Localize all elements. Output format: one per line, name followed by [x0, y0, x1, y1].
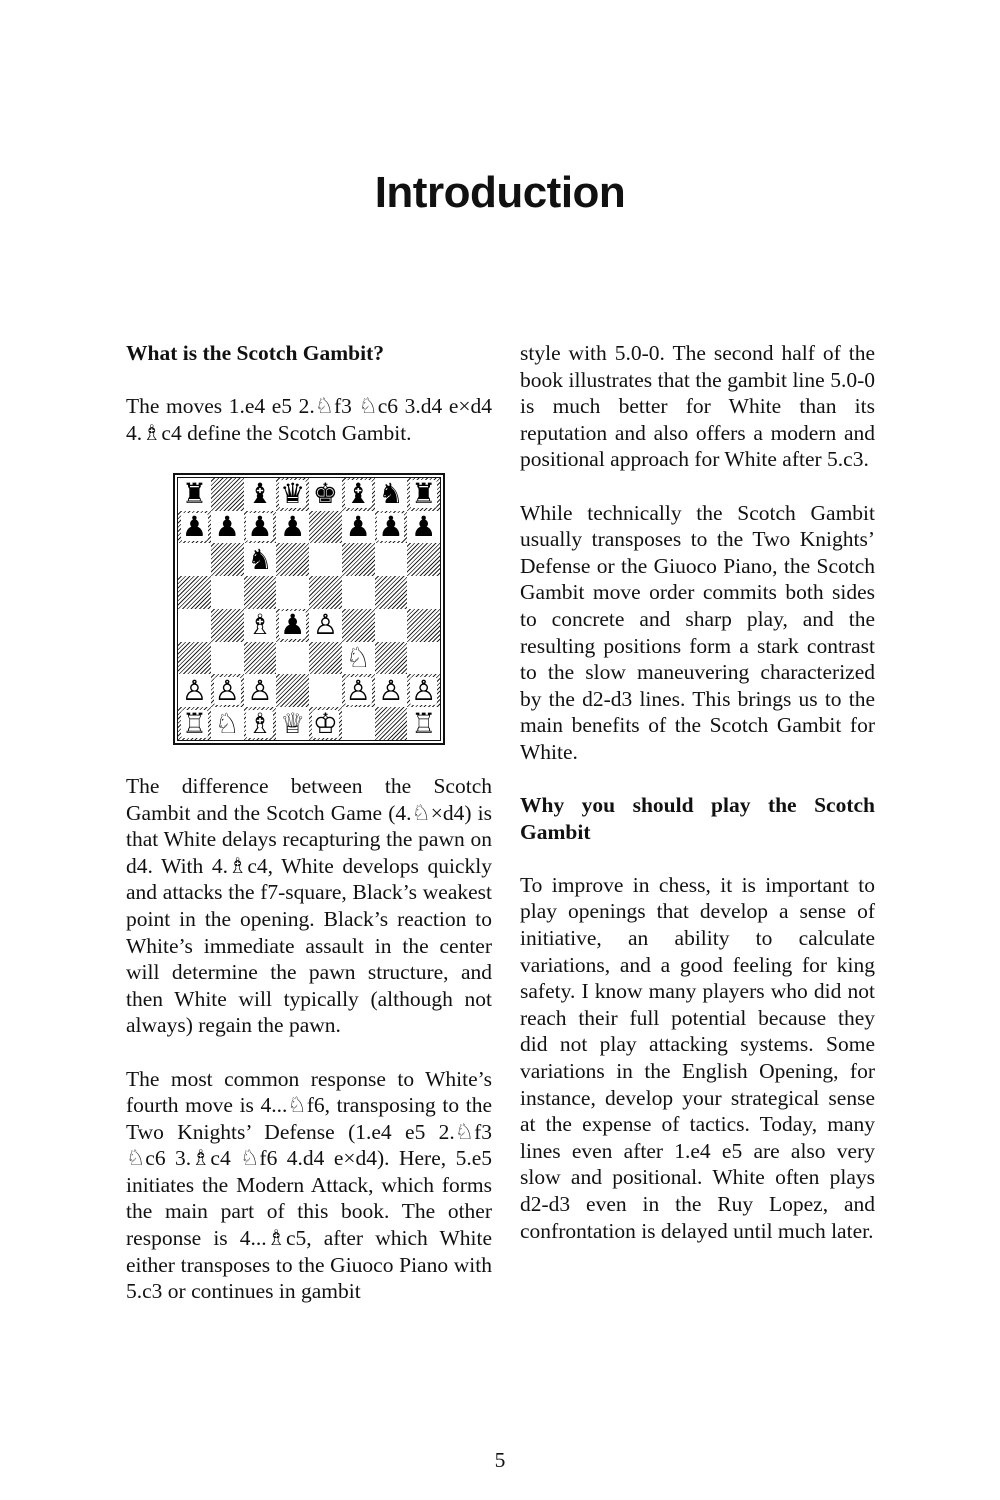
board-square [276, 609, 309, 642]
chess-piece-icon: ♗ [247, 608, 273, 642]
chess-board [177, 477, 441, 741]
board-square [276, 543, 309, 576]
chess-piece-icon: ♙ [214, 673, 240, 707]
board-square [342, 609, 375, 642]
board-square [211, 478, 244, 511]
chess-piece-icon: ♕ [280, 706, 306, 740]
board-square [342, 576, 375, 609]
chess-piece-icon: ♜ [181, 477, 207, 511]
board-square [211, 674, 244, 707]
paragraph-improve: To improve in chess, it is important to play openings that develop a sense of initiative, an ability to calculate variations, and a good feeling for king safety. I know many players who did not reach their full potential because they did not play attacking systems. Some variations in the English Opening, for instance, develop your strategical sense at the expense of tactics. Today, many lines even after 1.e4 e5 are also very slow and positional. White often plays d2-d3 even in the Ruy Lopez, and confrontation is delayed until much later. [520, 872, 875, 1243]
chess-piece-icon: ♗ [247, 706, 273, 740]
paragraph-continuation: style with 5.0-0. The second half of the book illustrates that the gambit line 5.0-0 is much better for White than its reputation and also offers a modern and positional approach for White after 5.c3. [520, 341, 875, 472]
board-square [244, 478, 277, 511]
board-square [407, 707, 440, 740]
board-square [178, 609, 211, 642]
section-heading-why-play: Why you should play the Scotch Gambit [520, 793, 875, 844]
board-square [342, 707, 375, 740]
board-square [375, 576, 408, 609]
chess-piece-icon: ♙ [378, 673, 404, 707]
chess-piece-icon: ♟ [411, 510, 437, 544]
board-square [276, 707, 309, 740]
board-square [178, 674, 211, 707]
chess-piece-icon: ♙ [312, 608, 338, 642]
board-square [309, 642, 342, 675]
board-square [244, 609, 277, 642]
board-square [178, 543, 211, 576]
chess-piece-icon: ♟ [280, 510, 306, 544]
chess-piece-icon: ♟ [280, 608, 306, 642]
chess-piece-icon: ♟ [181, 510, 207, 544]
board-square [375, 609, 408, 642]
chess-piece-icon: ♟ [345, 510, 371, 544]
board-square [342, 543, 375, 576]
chess-piece-icon: ♙ [247, 673, 273, 707]
board-square [244, 543, 277, 576]
board-square [178, 478, 211, 511]
board-square [342, 511, 375, 544]
chess-piece-icon: ♟ [378, 510, 404, 544]
board-square [342, 674, 375, 707]
board-square [309, 707, 342, 740]
chess-diagram [126, 473, 492, 745]
board-frame [173, 473, 445, 745]
board-square [211, 576, 244, 609]
board-square [407, 511, 440, 544]
chess-piece-icon: ♙ [181, 673, 207, 707]
board-square [276, 478, 309, 511]
page-number: 5 [494, 1448, 506, 1472]
board-square [407, 674, 440, 707]
chess-piece-icon: ♖ [411, 706, 437, 740]
chess-piece-icon: ♞ [247, 542, 273, 576]
chess-piece-icon: ♔ [312, 706, 338, 740]
left-column [126, 340, 492, 1331]
board-square [407, 576, 440, 609]
board-square [375, 543, 408, 576]
board-square [407, 609, 440, 642]
chess-piece-icon: ♜ [411, 477, 437, 511]
chess-piece-icon: ♝ [345, 477, 371, 511]
board-square [342, 642, 375, 675]
board-square [407, 478, 440, 511]
board-square [276, 642, 309, 675]
chess-piece-icon: ♟ [214, 510, 240, 544]
chess-piece-icon: ♞ [378, 477, 404, 511]
board-square [244, 511, 277, 544]
board-square [178, 707, 211, 740]
board-square [178, 642, 211, 675]
paragraph-moves: The moves 1.e4 e5 2.♘f3 ♘c6 3.d4 e×d4 4.♗c4 define the Scotch Gambit. [126, 394, 492, 445]
board-square [244, 576, 277, 609]
chess-piece-icon: ♚ [312, 477, 338, 511]
board-square [375, 674, 408, 707]
page-title: Introduction [374, 168, 626, 217]
board-square [309, 543, 342, 576]
chess-piece-icon: ♙ [345, 673, 371, 707]
board-square [375, 511, 408, 544]
board-square [342, 478, 375, 511]
paragraph-technically: While technically the Scotch Gambit usually transposes to the Two Knights’ Defense or the Giuoco Piano, the Scotch Gambit move order commits both sides to concrete and sharp play, and the resulting positions form a stark contrast to the slow maneuvering characterized by the d2-d3 lines. This brings us to the main benefits of the Scotch Gambit for White. [520, 500, 875, 764]
board-square [211, 543, 244, 576]
board-square [178, 511, 211, 544]
paragraph-difference: The difference between the Scotch Gambit and the Scotch Game (4.♘×d4) is that White delays recapturing the pawn on d4. With 4.♗c4, White develops quickly and attacks the f7-square, Black’s weakest point in the opening. Black’s reaction to White’s immediate assault in the center will determine the pawn structure, and then White will typically (although not always) regain the pawn. [126, 773, 492, 1038]
chess-piece-icon: ♛ [280, 477, 306, 511]
board-square [309, 674, 342, 707]
paragraph-common-response: The most common response to White’s fourth move is 4...♘f6, transposing to the Two Knights’ Defense (1.e4 e5 2.♘f3 ♘c6 3.♗c4 ♘f6 4.d4 e×d4). Here, 5.e5 initiates the Modern Attack, which forms the main part of this book. The other response is 4...♗c5, after which White either transposes to the Giuoco Piano with 5.c3 or continues in gambit [126, 1066, 492, 1304]
board-square [276, 674, 309, 707]
chess-piece-icon: ♘ [345, 641, 371, 675]
board-square [211, 511, 244, 544]
section-heading-what-is: What is the Scotch Gambit? [126, 341, 384, 365]
right-column [520, 340, 875, 1271]
chess-piece-icon: ♝ [247, 477, 273, 511]
board-square [309, 576, 342, 609]
board-square [276, 511, 309, 544]
board-square [375, 707, 408, 740]
board-square [375, 642, 408, 675]
board-square [407, 642, 440, 675]
board-square [244, 674, 277, 707]
chess-piece-icon: ♖ [181, 706, 207, 740]
board-square [309, 511, 342, 544]
board-square [375, 478, 408, 511]
board-square [407, 543, 440, 576]
board-square [244, 642, 277, 675]
board-square [211, 642, 244, 675]
board-square [309, 609, 342, 642]
board-square [211, 707, 244, 740]
board-square [244, 707, 277, 740]
board-square [211, 609, 244, 642]
chess-piece-icon: ♟ [247, 510, 273, 544]
chess-piece-icon: ♙ [411, 673, 437, 707]
board-square [276, 576, 309, 609]
board-square [178, 576, 211, 609]
board-square [309, 478, 342, 511]
chess-piece-icon: ♘ [214, 706, 240, 740]
